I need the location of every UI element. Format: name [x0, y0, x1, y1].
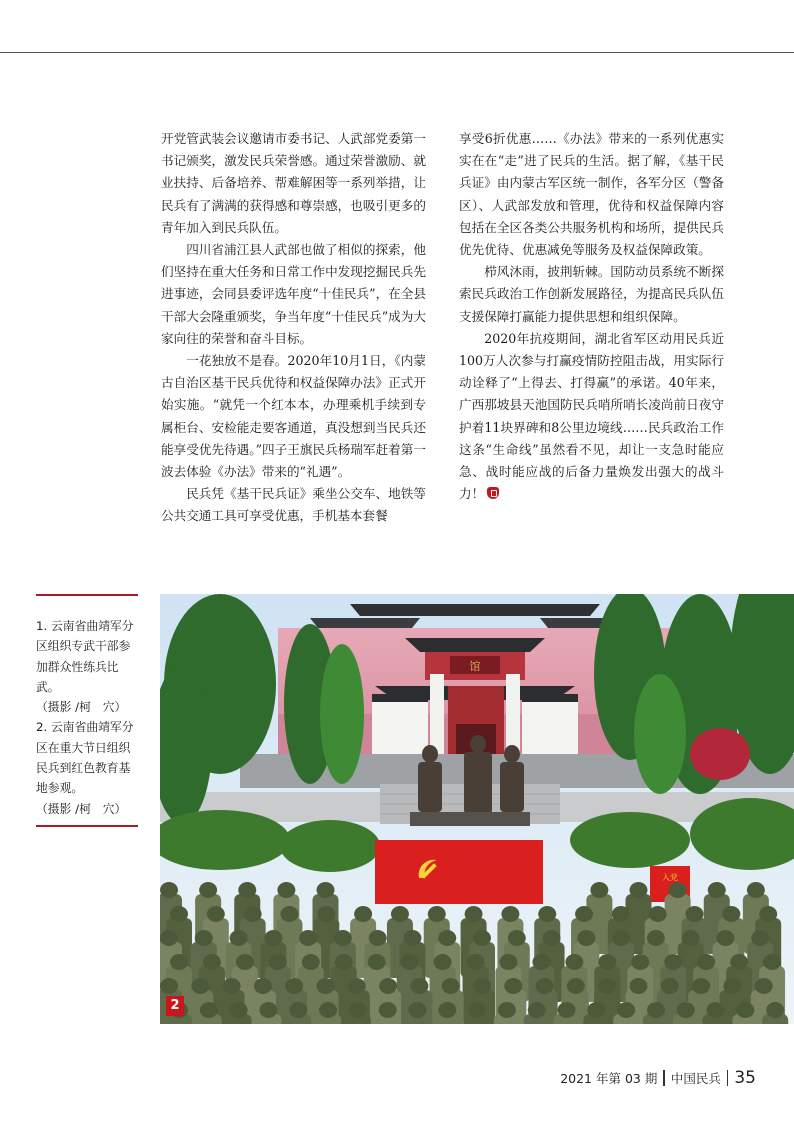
photo-illustration: [160, 594, 794, 1024]
caption-line: 1. 云南省曲靖军分区组织专武干部参加群众性练兵比武。: [36, 619, 134, 694]
article-paragraph: 一花独放不是春。2020年10月1日，《内蒙古自治区基干民兵优待和权益保障办法》正式开始实施。“就凭一个红本本，办理乘机手续到专属柜台、安检能走要客通道，真没想到当民兵还能享受优先待遇。”四子王旗民兵杨瑞军赶着第一波去体验《办法》带来的“礼遇”。: [161, 353, 426, 480]
article-paragraph: 开党管武装会议邀请市委书记、人武部党委第一书记颁奖，激发民兵荣誉感。通过荣誉激励、就业扶持、后备培养、帮难解困等一系列举措，让民兵有了满满的获得感和尊崇感，也吸引更多的青年加入到民兵队伍。: [161, 131, 426, 235]
caption-top-rule: [36, 594, 138, 596]
page-footer: [560, 1068, 756, 1088]
banner-text: 入党: [662, 873, 678, 882]
issue-label: 2021 年第 03 期: [560, 1071, 658, 1086]
photo-number: 2: [166, 996, 184, 1016]
article-paragraph: 民兵凭《基干民兵证》乘坐公交车、地铁等公共交通工具可享受优惠，手机基本套餐: [161, 486, 426, 524]
header-rule: [0, 52, 794, 53]
article-paragraph: 栉风沐雨，披荆斩棘。国防动员系统不断探索民兵政治工作创新发展路径，为提高民兵队伍支援保障打赢能力提供思想和组织保障。: [459, 264, 724, 324]
footer-divider: [663, 1070, 665, 1086]
caption-bottom-rule: [36, 825, 138, 827]
building-sign: 馆: [469, 660, 481, 673]
page-number: 35: [734, 1068, 756, 1088]
article-paragraph: 享受6折优惠……《办法》带来的一系列优惠实实在在“走”进了民兵的生活。据了解，《基干民兵证》由内蒙古军区统一制作，各军分区（警备区）、人武部发放和管理，优待和权益保障内容包括在全区各类公共服务机构和场所，提供民兵优先优待、优惠减免等服务及权益保障政策。: [459, 131, 724, 258]
photo-red-education-base: [160, 594, 794, 1024]
article-column-right: [459, 128, 724, 505]
end-of-article-mark: [487, 487, 499, 499]
caption-credit: （摄影 /柯 穴）: [36, 700, 127, 715]
article-column-left: [161, 128, 426, 528]
photo-caption: [36, 616, 136, 819]
caption-credit: （摄影 /柯 穴）: [36, 801, 127, 816]
magazine-name: 中国民兵: [670, 1071, 721, 1086]
caption-line: 2. 云南省曲靖军分区在重大节日组织民兵到红色教育基地参观。: [36, 720, 134, 796]
article-paragraph: 四川省浦江县人武部也做了相似的探索，他们坚持在重大任务和日常工作中发现挖掘民兵先进事迹，会同县委评选年度“十佳民兵”，在全县干部大会隆重颁奖，争当年度“十佳民兵”成为大家向往的荣誉和奋斗目标。: [161, 242, 426, 346]
footer-divider: [727, 1070, 729, 1086]
article-paragraph: 2020年抗疫期间，湖北省军区动用民兵近100万人次参与打赢疫情防控阻击战，用实际行动诠释了“上得去、打得赢”的承诺。40年来，广西那坡县天池国防民兵哨所哨长凌尚前日夜守护着11块界碑和8公里边境线……民兵政治工作这条“生命线”虽然看不见，却让一支急时能应急、战时能应战的后备力量焕发出强大的战斗力！: [459, 330, 724, 502]
